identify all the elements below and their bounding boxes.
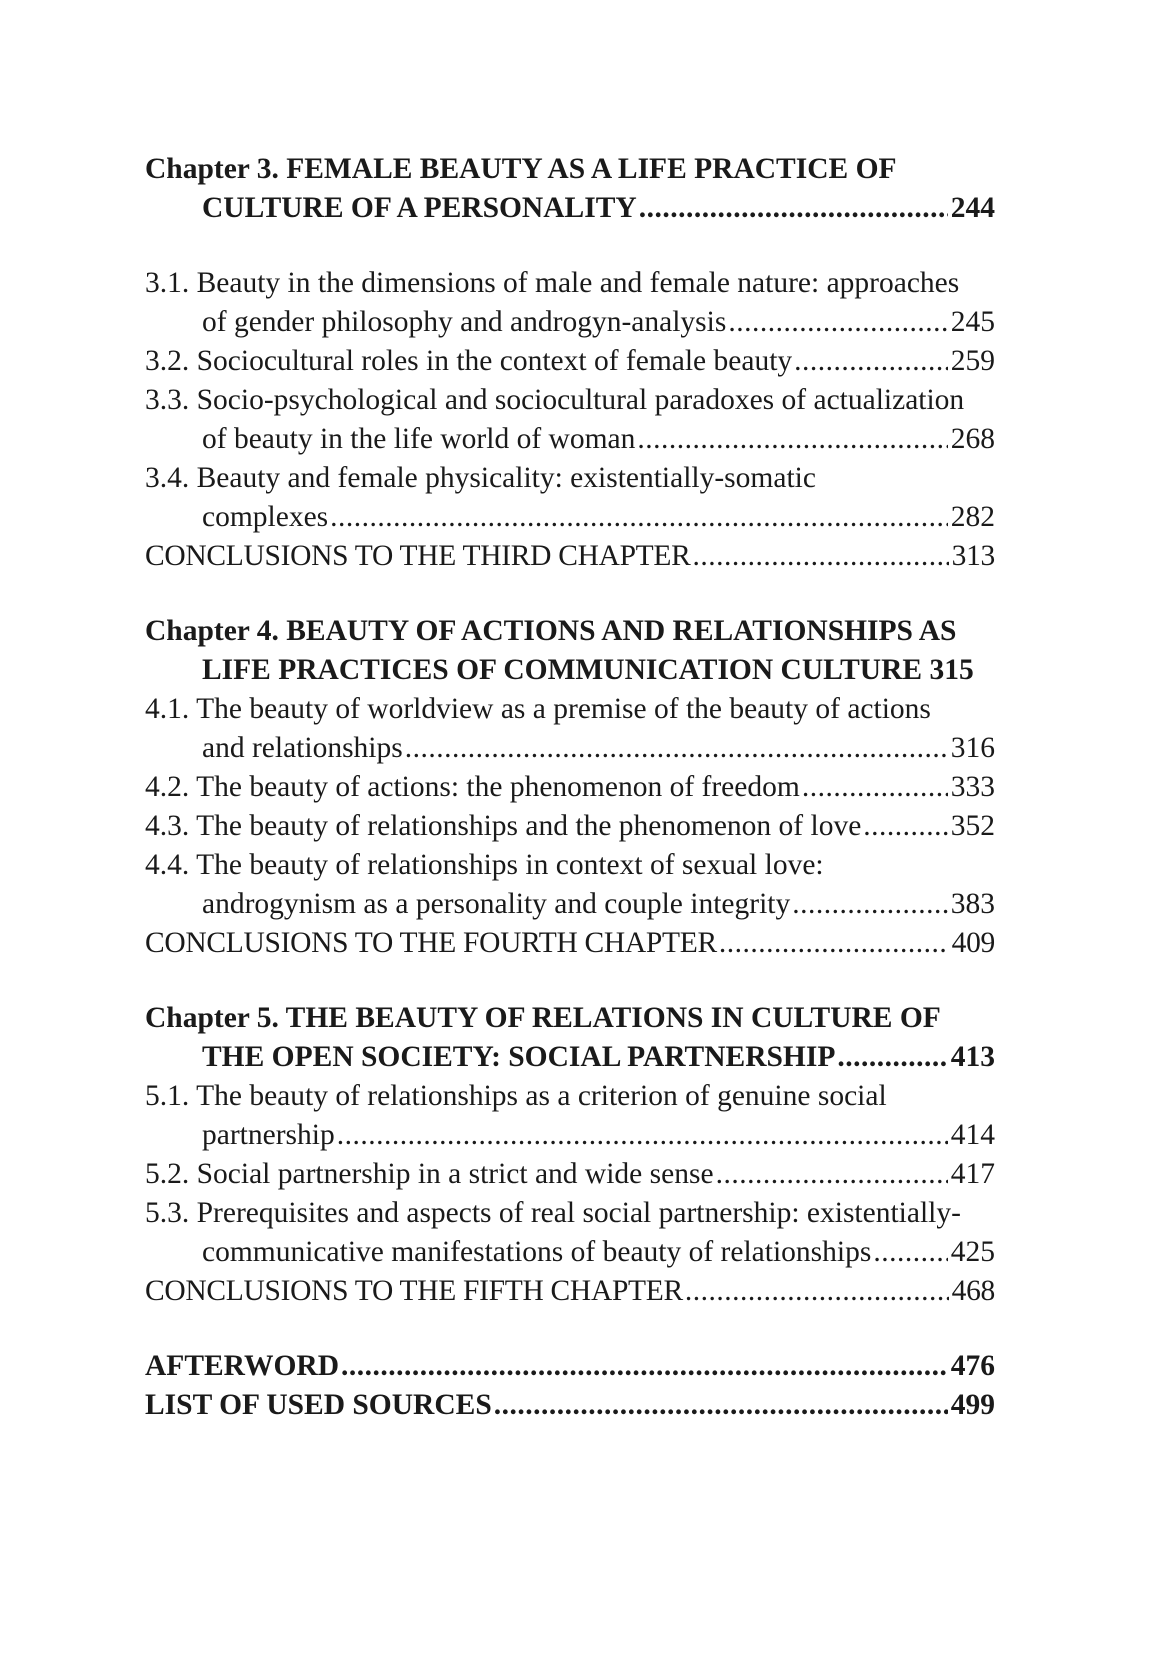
- entry-text: 4.3. The beauty of relationships and the phenomenon of love: [145, 810, 862, 842]
- page-number: 499: [950, 1389, 995, 1421]
- page-number: 333: [950, 771, 995, 803]
- table-of-contents: [145, 150, 995, 1425]
- toc-entry: [145, 807, 995, 846]
- chapter-title-line: Chapter 3. FEMALE BEAUTY AS A LIFE PRACTICE OF: [145, 153, 897, 185]
- dot-leader: [802, 768, 948, 807]
- page-number: 413: [950, 1041, 995, 1073]
- page-number: 383: [950, 888, 995, 920]
- toc-entry: [145, 1077, 995, 1155]
- toc-entry: [145, 381, 995, 459]
- toc-entry: [145, 264, 995, 342]
- toc-entry: [145, 846, 995, 924]
- entry-text: 4.4. The beauty of relationships in context of sexual love:: [145, 849, 824, 881]
- toc-entry: [145, 690, 995, 768]
- page-number: 414: [950, 1119, 995, 1151]
- page-number: 282: [950, 501, 995, 533]
- entry-text: 5.1. The beauty of relationships as a criterion of genuine social: [145, 1080, 887, 1112]
- page-number: 244: [950, 192, 995, 224]
- dot-leader: [792, 885, 948, 924]
- sources-entry: [145, 1386, 995, 1425]
- chapter-title-line: CULTURE OF A PERSONALITY: [202, 192, 637, 224]
- dot-leader: [693, 537, 949, 576]
- page-number: 409: [951, 927, 995, 959]
- chapter-5-heading: [145, 999, 995, 1077]
- toc-entry: [145, 1155, 995, 1194]
- chapter-title-line: Chapter 4. BEAUTY OF ACTIONS AND RELATIONSHIPS AS: [145, 615, 957, 647]
- page-number: 245: [950, 306, 995, 338]
- entry-text: 3.3. Socio-psychological and sociocultural paradoxes of actualization: [145, 384, 965, 416]
- page-number: 315: [929, 654, 974, 686]
- entry-text: of gender philosophy and androgyn-analysis: [202, 306, 727, 338]
- dot-leader: [685, 1272, 949, 1311]
- back-matter: [145, 1347, 995, 1425]
- entry-text: LIST OF USED SOURCES: [145, 1389, 492, 1421]
- toc-entry: [145, 342, 995, 381]
- toc-entry: [145, 768, 995, 807]
- entry-text: partnership: [202, 1119, 335, 1151]
- page-number: 313: [951, 540, 995, 572]
- dot-leader: [341, 1347, 948, 1386]
- entry-text: complexes: [202, 501, 329, 533]
- entry-text: 3.1. Beauty in the dimensions of male and female nature: approaches: [145, 267, 960, 299]
- conclusion-entry: [145, 924, 995, 963]
- chapter-4-block: [145, 612, 995, 963]
- entry-text: 4.1. The beauty of worldview as a premise of the beauty of actions: [145, 693, 931, 725]
- page-number: 468: [951, 1275, 995, 1307]
- entry-text: AFTERWORD: [145, 1350, 339, 1382]
- entry-text: 3.2. Sociocultural roles in the context of female beauty: [145, 345, 793, 377]
- chapter-5-block: [145, 999, 995, 1311]
- conclusion-entry: [145, 1272, 995, 1311]
- entry-text: 5.2. Social partnership in a strict and wide sense: [145, 1158, 714, 1190]
- page-number: 268: [950, 423, 995, 455]
- dot-leader: [330, 498, 948, 537]
- page-number: 352: [950, 810, 995, 842]
- chapter-4-heading: [145, 612, 995, 690]
- dot-leader: [873, 1233, 947, 1272]
- entry-text: androgynism as a personality and couple integrity: [202, 888, 791, 920]
- dot-leader: [837, 1038, 947, 1077]
- conclusion-entry: [145, 537, 995, 576]
- toc-entry: [145, 459, 995, 537]
- dot-leader: [794, 342, 948, 381]
- entry-text: 3.4. Beauty and female physicality: existentially-somatic: [145, 462, 816, 494]
- toc-entry: [145, 1194, 995, 1272]
- dot-leader: [728, 303, 947, 342]
- entry-text: CONCLUSIONS TO THE THIRD CHAPTER: [145, 540, 691, 572]
- chapter-title-line: THE OPEN SOCIETY: SOCIAL PARTNERSHIP: [202, 1041, 836, 1073]
- entry-text: 4.2. The beauty of actions: the phenomenon of freedom: [145, 771, 800, 803]
- entry-text: 5.3. Prerequisites and aspects of real social partnership: existentially-: [145, 1197, 961, 1229]
- chapter-title-line: Chapter 5. THE BEAUTY OF RELATIONS IN CULTURE OF: [145, 1002, 941, 1034]
- dot-leader: [719, 924, 949, 963]
- entry-text: communicative manifestations of beauty of relationships: [202, 1236, 872, 1268]
- dot-leader: [863, 807, 947, 846]
- page-number: 476: [950, 1350, 995, 1382]
- entry-text: CONCLUSIONS TO THE FIFTH CHAPTER: [145, 1275, 683, 1307]
- dot-leader: [639, 189, 948, 228]
- dot-leader: [337, 1116, 948, 1155]
- dot-leader: [637, 420, 947, 459]
- chapter-3-block: [145, 150, 995, 576]
- entry-text: of beauty in the life world of woman: [202, 423, 636, 455]
- chapter-title-line: LIFE PRACTICES OF COMMUNICATION CULTURE: [202, 654, 923, 686]
- dot-leader: [716, 1155, 948, 1194]
- dot-leader: [494, 1386, 948, 1425]
- chapter-3-heading: [145, 150, 995, 228]
- page-number: 316: [950, 732, 995, 764]
- dot-leader: [405, 729, 948, 768]
- afterword-entry: [145, 1347, 995, 1386]
- page-number: 259: [950, 345, 995, 377]
- entry-text: CONCLUSIONS TO THE FOURTH CHAPTER: [145, 927, 717, 959]
- page-number: 417: [950, 1158, 995, 1190]
- entry-text: and relationships: [202, 732, 403, 764]
- page-number: 425: [950, 1236, 995, 1268]
